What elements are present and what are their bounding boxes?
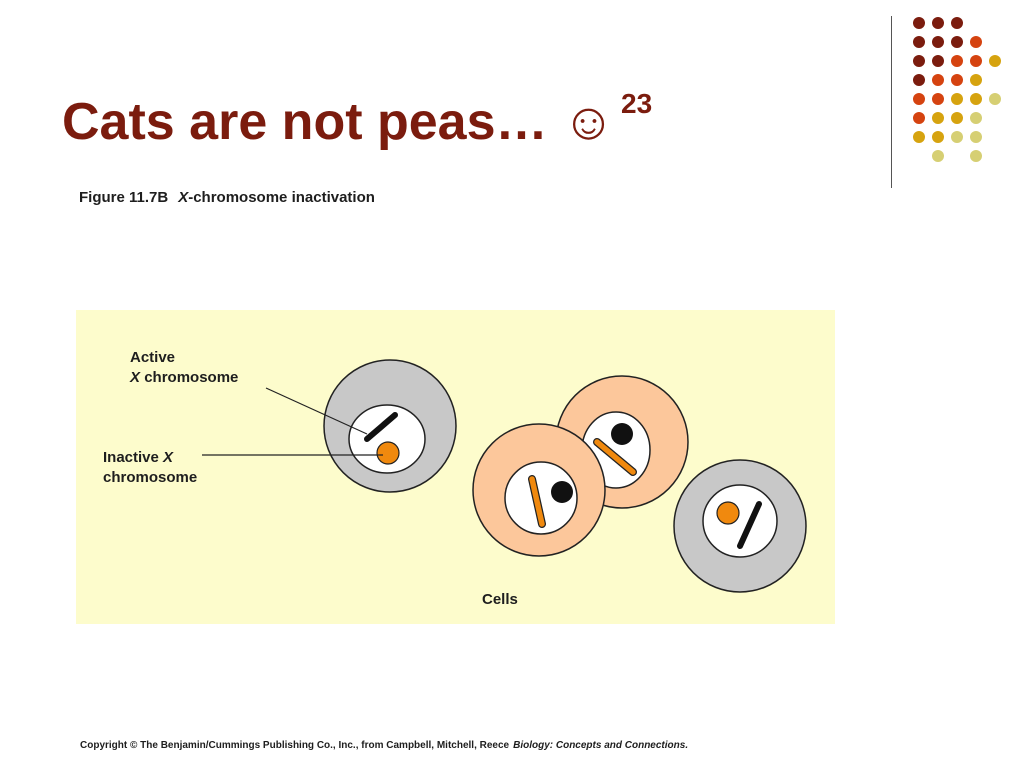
cell-gray-left	[324, 360, 456, 492]
figure-caption-text: -chromosome inactivation	[188, 189, 375, 206]
cells-label: Cells	[482, 591, 518, 608]
inactive-x-barr-body	[377, 442, 399, 464]
decorative-dot-grid-icon	[0, 0, 1024, 200]
book-title: Biology: Concepts and Connections.	[513, 740, 689, 751]
copyright-notice: Copyright © The Benjamin/Cummings Publishing Co., Inc., from Campbell, Mitchell, Reece Biology: Concepts and Connections.	[80, 740, 689, 751]
figure-number: Figure 11.7B	[79, 189, 169, 206]
slide-title-text: Cats are not peas… ☺	[62, 93, 616, 151]
inactive-x-label: Inactive X chromosome	[103, 449, 198, 486]
figure-caption-x: X	[178, 189, 189, 206]
figure-caption	[79, 189, 375, 206]
cell-gray-right	[674, 460, 806, 592]
slide-number: 23	[621, 88, 653, 119]
cell-peach-middle	[473, 424, 605, 556]
x-inactivation-diagram	[76, 310, 835, 624]
active-x-label: Active X chromosome	[130, 349, 239, 386]
